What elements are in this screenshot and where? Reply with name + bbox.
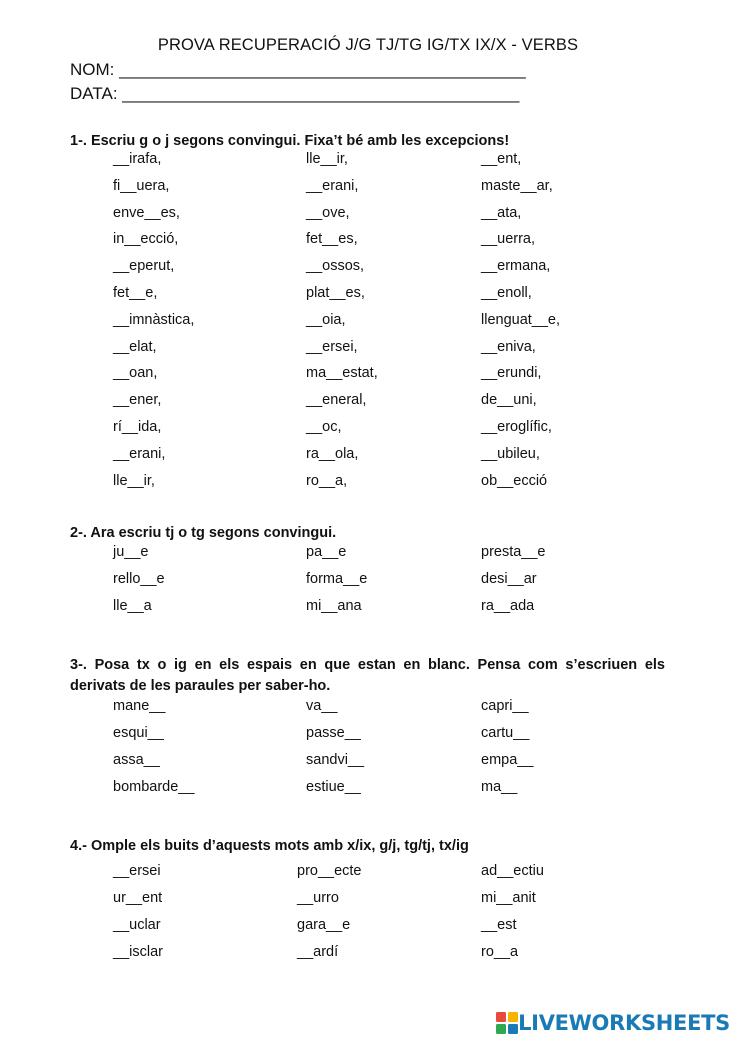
word-blank[interactable]: __erani, <box>113 445 166 462</box>
word-blank[interactable]: rello__e <box>113 571 165 587</box>
word-blank[interactable]: pro__ecte <box>297 863 362 879</box>
word-blank[interactable]: __oia, <box>306 311 346 328</box>
word-blank[interactable]: __eneral, <box>306 392 367 409</box>
word-blank[interactable]: ju__e <box>113 544 149 560</box>
date-field[interactable]: DATA: __________________________________________ <box>70 84 520 103</box>
word-blank[interactable]: __irafa, <box>113 151 162 167</box>
word-blank[interactable]: ur__ent <box>113 890 163 906</box>
word-blank[interactable]: sandvi__ <box>306 752 365 768</box>
word-blank[interactable]: __ata, <box>481 204 522 221</box>
word-blank[interactable]: __ent, <box>481 151 522 167</box>
word-blank[interactable]: va__ <box>306 698 338 714</box>
word-blank[interactable]: ro__a, <box>306 472 348 489</box>
word-blank[interactable]: __uclar <box>113 917 161 933</box>
logo-tile <box>496 1012 506 1022</box>
section-4-heading: 4.- Omple els buits d’aquests mots amb x/ix, g/j, tg/tj, tx/ig <box>70 838 469 854</box>
word-blank[interactable]: __ossos, <box>306 258 365 275</box>
word-blank[interactable]: ma__estat, <box>306 365 378 382</box>
word-blank[interactable]: empa__ <box>481 752 534 768</box>
word-blank[interactable]: __urro <box>297 890 339 906</box>
section-3-heading: 3-. Posa tx o ig en els espais en que estan en blanc. Pensa com s’escriuen els derivats de les paraules per saber-ho. <box>70 657 665 694</box>
word-blank[interactable]: rí__ida, <box>113 419 162 435</box>
logo-text: LIVEWORKSHEETS <box>518 1011 730 1035</box>
logo-tile <box>508 1012 518 1022</box>
word-blank[interactable]: ro__a <box>481 944 519 960</box>
word-blank[interactable]: presta__e <box>481 544 546 560</box>
word-blank[interactable]: desi__ar <box>481 571 537 587</box>
word-blank[interactable]: __oan, <box>113 365 158 382</box>
section-1-heading: 1-. Escriu g o j segons convingui. Fixa’t bé amb les excepcions! <box>70 133 510 149</box>
word-blank[interactable]: ad__ectiu <box>481 863 544 879</box>
word-blank[interactable]: __eperut, <box>113 258 175 275</box>
word-blank[interactable]: ra__ada <box>481 598 535 614</box>
liveworksheets-logo-icon <box>496 1012 518 1034</box>
word-blank[interactable]: __ersei, <box>306 338 358 355</box>
word-blank[interactable]: __erani, <box>306 177 359 194</box>
word-blank[interactable]: forma__e <box>306 571 368 587</box>
word-blank[interactable]: __ermana, <box>481 258 551 275</box>
word-blank[interactable]: lle__ir, <box>113 472 155 489</box>
word-blank[interactable]: __isclar <box>113 944 163 960</box>
word-blank[interactable]: de__uni, <box>481 392 537 409</box>
word-blank[interactable]: __ener, <box>113 392 162 409</box>
liveworksheets-logo[interactable] <box>496 1010 730 1036</box>
word-blank[interactable]: passe__ <box>306 725 361 741</box>
word-blank[interactable]: __uerra, <box>481 231 536 248</box>
word-blank[interactable]: ma__ <box>481 779 518 795</box>
word-blank[interactable]: fet__e, <box>113 285 158 301</box>
word-blank[interactable]: enve__es, <box>113 204 180 221</box>
word-blank[interactable]: __eniva, <box>481 338 536 355</box>
word-blank[interactable]: plat__es, <box>306 285 365 301</box>
word-blank[interactable]: mane__ <box>113 698 166 714</box>
word-blank[interactable]: bombarde__ <box>113 779 195 795</box>
word-blank[interactable]: esqui__ <box>113 725 164 741</box>
logo-tile <box>496 1024 506 1034</box>
word-blank[interactable]: __est <box>481 917 517 933</box>
section-2-heading: 2-. Ara escriu tj o tg segons convingui. <box>70 525 337 541</box>
word-blank[interactable]: __elat, <box>113 338 157 355</box>
logo-tile <box>508 1024 518 1034</box>
word-blank[interactable]: __erundi, <box>481 365 542 382</box>
word-blank[interactable]: ra__ola, <box>306 445 359 462</box>
word-blank[interactable]: __ardí <box>297 944 339 960</box>
word-blank[interactable]: lle__a <box>113 598 152 614</box>
word-blank[interactable]: pa__e <box>306 544 347 560</box>
word-blank[interactable]: assa__ <box>113 752 160 768</box>
word-blank[interactable]: __ove, <box>306 204 350 221</box>
name-field[interactable]: NOM: ___________________________________________ <box>70 60 526 79</box>
word-blank[interactable]: in__ecció, <box>113 231 179 248</box>
word-blank[interactable]: __imnàstica, <box>113 311 195 328</box>
word-blank[interactable]: estiue__ <box>306 779 361 795</box>
word-blank[interactable]: maste__ar, <box>481 177 553 194</box>
word-blank[interactable]: mi__ana <box>306 598 362 614</box>
word-blank[interactable]: __enoll, <box>481 285 532 301</box>
word-blank[interactable]: gara__e <box>297 917 351 933</box>
word-blank[interactable]: capri__ <box>481 698 529 714</box>
page-title: PROVA RECUPERACIÓ J/G TJ/TG IG/TX IX/X - VERBS <box>157 36 579 54</box>
word-blank[interactable]: ob__ecció <box>481 472 548 489</box>
word-blank[interactable]: mi__anit <box>481 890 536 906</box>
word-blank[interactable]: fi__uera, <box>113 177 170 194</box>
word-blank[interactable]: __ersei <box>113 863 161 879</box>
word-blank[interactable]: __eroglífic, <box>481 419 552 435</box>
word-blank[interactable]: fet__es, <box>306 231 358 248</box>
word-blank[interactable]: llenguat__e, <box>481 311 561 328</box>
word-blank[interactable]: lle__ir, <box>306 151 348 167</box>
word-blank[interactable]: __oc, <box>306 419 342 435</box>
word-blank[interactable]: cartu__ <box>481 725 530 741</box>
word-blank[interactable]: __ubileu, <box>481 445 540 462</box>
